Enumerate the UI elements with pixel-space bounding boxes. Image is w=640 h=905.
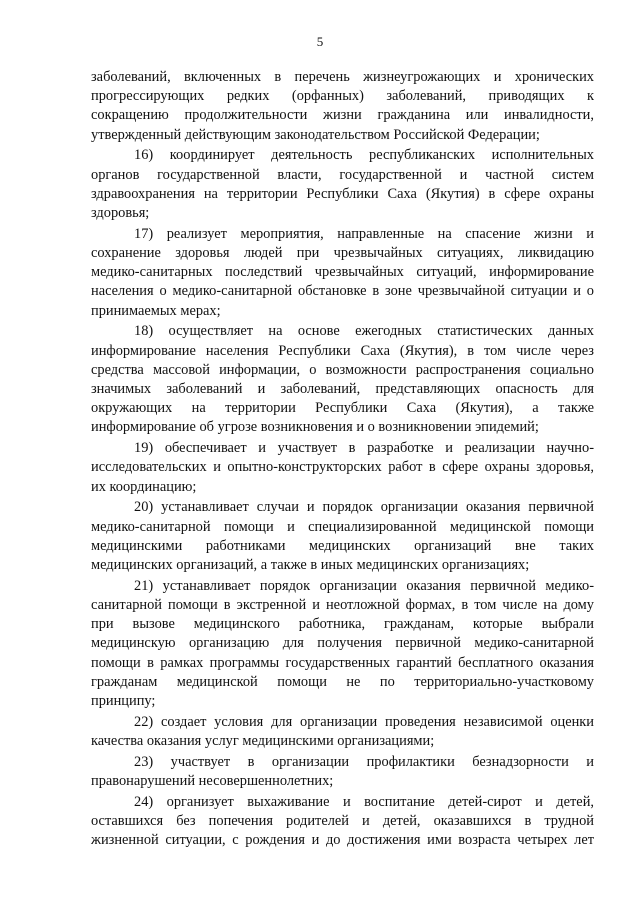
text-line: помощи в рамках программы государственных гарантий бесплатного оказания [91, 654, 594, 671]
text-line: здоровья; [91, 205, 150, 222]
text-line: при вызове медицинского работника, гражданам, которые выбрали [91, 616, 594, 633]
text-line: принципу; [91, 693, 156, 710]
text-line: 18) осуществляет на основе ежегодных статистических данных [134, 323, 594, 340]
text-line: утвержденный действующим законодательством Российской Федерации; [91, 126, 540, 143]
text-line: значимых заболеваний и заболеваний, представляющих опасность для [91, 381, 594, 398]
text-line: медицинскими работниками медицинских организаций вне таких [91, 537, 594, 554]
text-line: сокращению продолжительности жизни гражданина или инвалидности, [91, 107, 594, 124]
text-line: окружающих на территории Республики Саха (Якутия), а также [91, 400, 594, 417]
text-line: 17) реализует мероприятия, направленные на спасение жизни и [134, 225, 594, 242]
paragraph [91, 753, 594, 791]
text-line: санитарной помощи в экстренной и неотложной формах, в том числе на дому [91, 597, 594, 614]
paragraph [91, 793, 594, 851]
text-line: средства массовой информации, о возможности распространения социально [91, 361, 594, 378]
text-line: медико-санитарных последствий чрезвычайных ситуаций, информирование [91, 264, 594, 281]
paragraph [91, 225, 594, 321]
text-line: исследовательских и опытно-конструкторских работ в сфере охраны здоровья, [91, 459, 594, 476]
document-body [91, 68, 594, 852]
text-line: 24) организует выхаживание и воспитание детей-сирот и детей, [134, 793, 594, 810]
text-line: заболеваний, включенных в перечень жизнеугрожающих и хронических [91, 69, 594, 85]
text-line: информирование об угрозе возникновения и о возникновении эпидемий; [91, 419, 539, 436]
text-line: сохранение здоровья людей при чрезвычайных ситуациях, ликвидацию [91, 245, 594, 262]
paragraph [91, 322, 594, 437]
text-line: оставшихся без попечения родителей и детей, оказавшихся в трудной [91, 813, 594, 830]
paragraph [91, 439, 594, 497]
text-line: принимаемых мерах; [91, 302, 221, 319]
text-line: 16) координирует деятельность республиканских исполнительных [134, 147, 594, 164]
text-line: населения о медико-санитарной обстановке в зоне чрезвычайной ситуации и о [91, 283, 594, 300]
text-line: их координацию; [91, 478, 197, 495]
paragraph [91, 577, 594, 711]
text-line: прогрессирующих редких (орфанных) заболеваний, приводящих к [91, 88, 594, 105]
text-line: медицинскую организацию для получения первичной медико-санитарной [91, 635, 594, 652]
text-line: информирование населения Республики Саха (Якутия), в том числе через [91, 342, 594, 359]
paragraph [91, 68, 594, 145]
text-line: здравоохранения на территории Республики Саха (Якутия) в сфере охраны [91, 185, 594, 202]
text-line: органов государственной власти, государственной и частной систем [91, 166, 594, 183]
paragraph [91, 146, 594, 223]
text-line: 23) участвует в организации профилактики безнадзорности и [134, 753, 594, 770]
text-line: медико-санитарной помощи и специализированной медицинской помощи [91, 518, 594, 535]
page-number: 5 [316, 34, 324, 49]
text-line: 21) устанавливает порядок организации оказания первичной медико- [134, 577, 594, 594]
text-line: жизненной ситуации, с рождения и до достижения ими возраста четырех лет [91, 832, 594, 849]
text-line: 22) создает условия для организации проведения независимой оценки [134, 713, 594, 730]
text-line: качества оказания услуг медицинскими организациями; [91, 733, 435, 750]
paragraph [91, 713, 594, 751]
paragraph [91, 498, 594, 575]
text-line: медицинских организаций, а также в иных медицинских организациях; [91, 557, 530, 574]
text-line: гражданам медицинской помощи не по территориально-участковому [91, 673, 594, 690]
text-line: 20) устанавливает случаи и порядок организации оказания первичной [134, 499, 594, 516]
text-line: правонарушений несовершеннолетних; [91, 773, 334, 790]
text-line: 19) обеспечивает и участвует в разработке и реализации научно- [134, 440, 594, 457]
